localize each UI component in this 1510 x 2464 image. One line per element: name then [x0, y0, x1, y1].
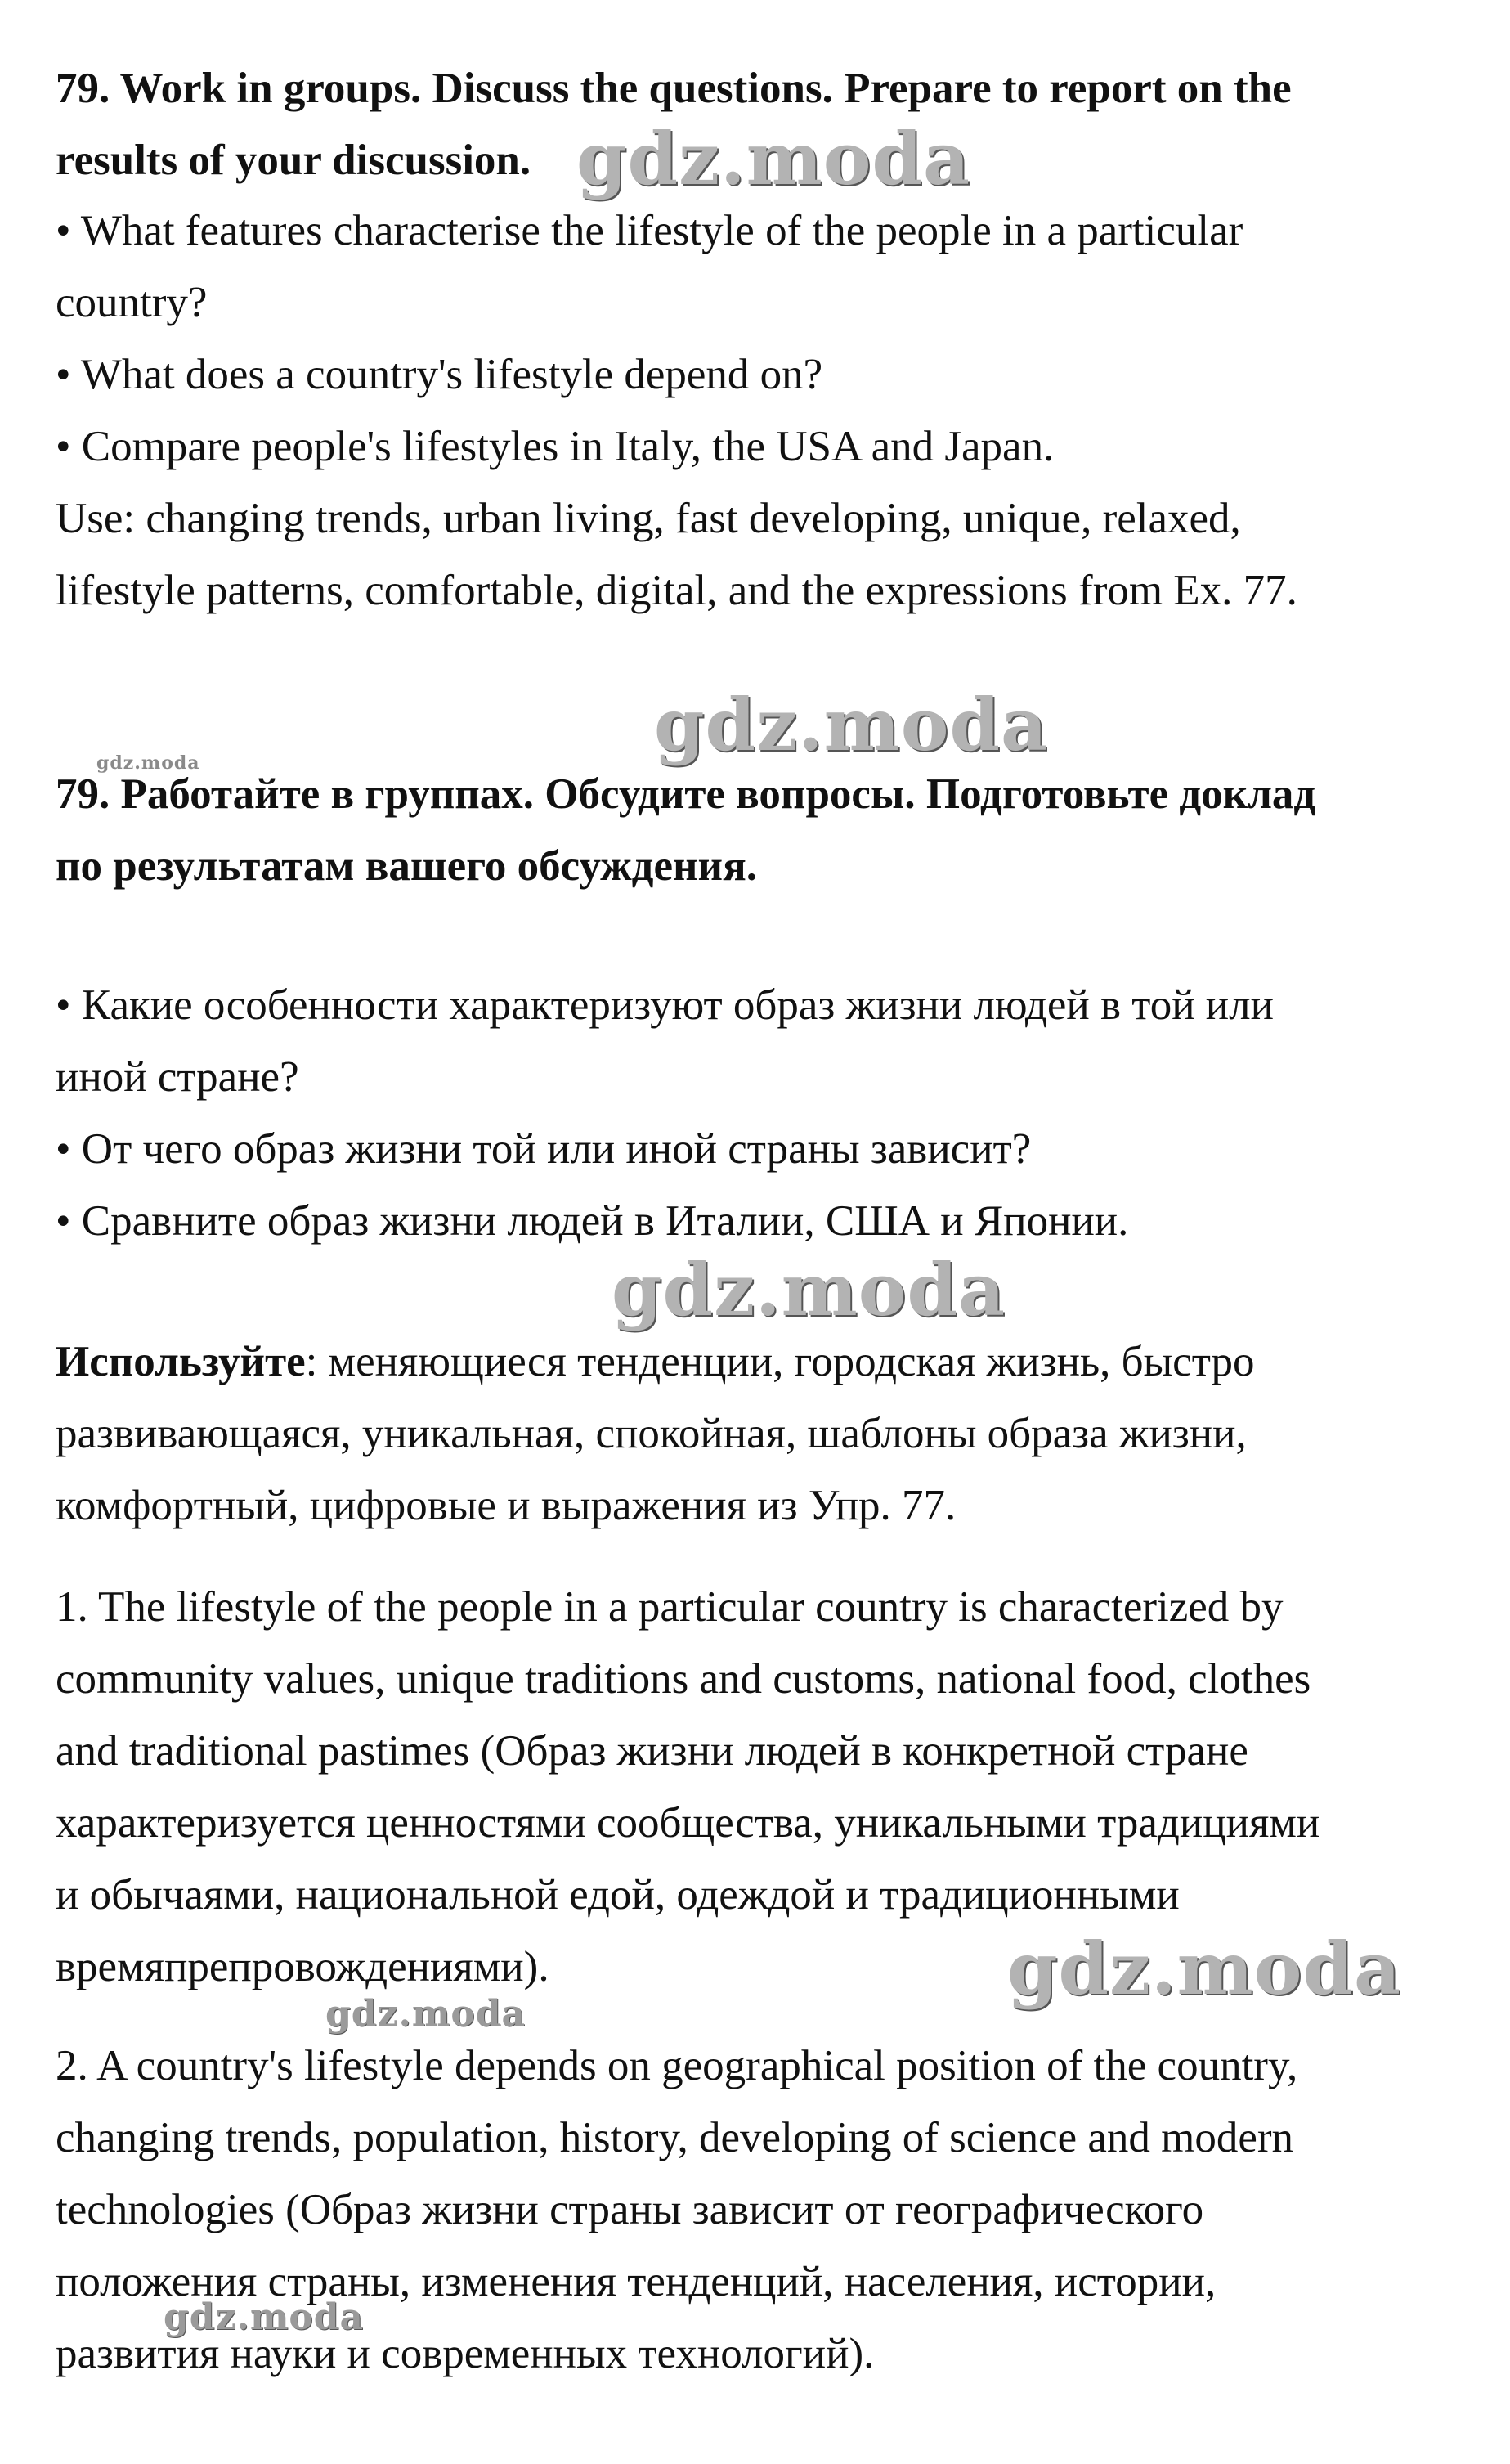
answer-1-line-2: community values, unique traditions and customs, national food, clothes	[56, 1655, 1311, 1703]
question-en-1-line-2: country?	[56, 279, 208, 326]
exercise-heading-en-line-1: 79. Work in groups. Discuss the questions. Prepare to report on the	[56, 65, 1292, 112]
question-en-2: • What does a country's lifestyle depend on?	[56, 351, 823, 398]
watermark: gdz.moda	[1007, 1926, 1402, 2011]
watermark: gdz.moda	[576, 116, 971, 201]
answer-1-line-4: характеризуется ценностями сообщества, уникальными традициями	[56, 1799, 1320, 1847]
question-ru-2: • От чего образ жизни той или иной страны зависит?	[56, 1125, 1032, 1173]
question-ru-1-line-1: • Какие особенности характеризуют образ жизни людей в той или	[56, 981, 1274, 1029]
use-ru-line-2: развивающаяся, уникальная, спокойная, шаблоны образа жизни,	[56, 1410, 1247, 1457]
use-ru-rest: : меняющиеся тенденции, городская жизнь, быстро	[305, 1338, 1255, 1385]
use-en-line-2: lifestyle patterns, comfortable, digital, and the expressions from Ex. 77.	[56, 567, 1297, 614]
answer-1-line-6: времяпрепровождениями).	[56, 1943, 549, 1990]
watermark: gdz.moda	[325, 1993, 526, 2035]
question-ru-1-line-2: иной стране?	[56, 1053, 299, 1101]
answer-2-line-2: changing trends, population, history, developing of science and modern	[56, 2114, 1294, 2161]
exercise-heading-ru-line-2: по результатам вашего обсуждения.	[56, 842, 758, 890]
answer-2-line-5: развития науки и современных технологий).	[56, 2330, 875, 2377]
answer-1-line-3: and traditional pastimes (Образ жизни людей в конкретной стране	[56, 1727, 1248, 1775]
answer-2-line-3: technologies (Образ жизни страны зависит от географического	[56, 2186, 1204, 2233]
use-ru-line-3: комфортный, цифровые и выражения из Упр. 77.	[56, 1482, 957, 1529]
exercise-heading-en-line-2: results of your discussion.	[56, 137, 531, 184]
use-ru-line-1	[56, 1340, 1255, 1384]
watermark: gdz.moda	[654, 682, 1049, 767]
answer-1-line-1: 1. The lifestyle of the people in a particular country is characterized by	[56, 1583, 1284, 1631]
answer-2-line-4: положения страны, изменения тенденций, населения, истории,	[56, 2258, 1217, 2305]
use-en-line-1: Use: changing trends, urban living, fast developing, unique, relaxed,	[56, 495, 1241, 542]
exercise-heading-ru-line-1: 79. Работайте в группах. Обсудите вопросы. Подготовьте доклад	[56, 770, 1316, 818]
watermark: gdz.moda	[164, 2296, 365, 2338]
answer-2-line-1: 2. A country's lifestyle depends on geographical position of the country,	[56, 2042, 1298, 2089]
question-en-3: • Compare people's lifestyles in Italy, the USA and Japan.	[56, 423, 1055, 470]
watermark: gdz.moda	[96, 752, 200, 774]
question-ru-3: • Сравните образ жизни людей в Италии, США и Японии.	[56, 1197, 1129, 1245]
watermark: gdz.moda	[612, 1247, 1006, 1332]
question-en-1-line-1: • What features characterise the lifestyle of the people in a particular	[56, 207, 1243, 254]
use-ru-label: Используйте	[56, 1338, 306, 1385]
answer-1-line-5: и обычаями, национальной едой, одеждой и традиционными	[56, 1871, 1180, 1919]
